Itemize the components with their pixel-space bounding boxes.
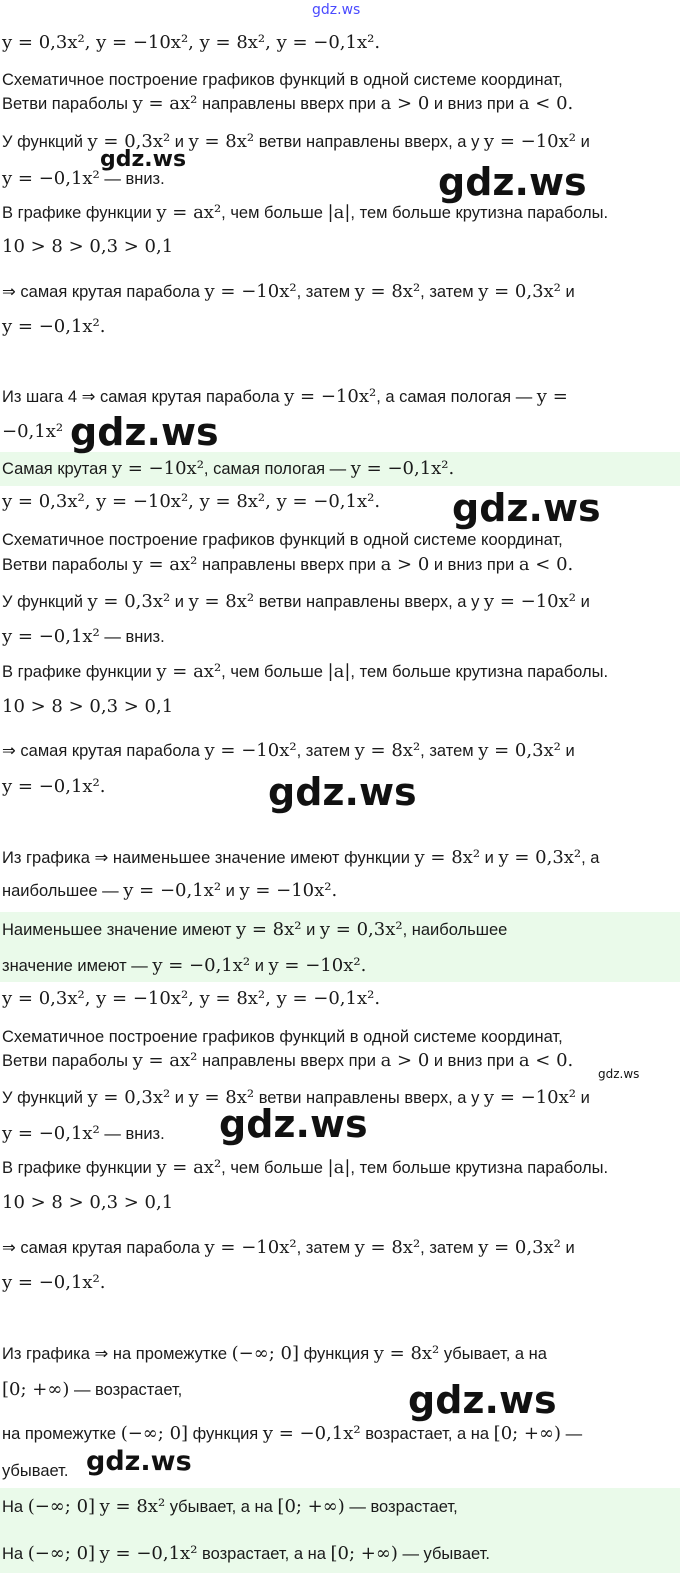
text: функция <box>303 1345 370 1363</box>
formula: y = 8x² <box>99 1496 166 1517</box>
text: — возрастает, <box>349 1498 458 1516</box>
watermark: gdz.ws <box>438 160 587 204</box>
formula: |a| <box>327 202 351 223</box>
formula: y = 8x² <box>354 1237 421 1258</box>
text: В графике функции <box>2 663 152 681</box>
text: — убывает. <box>402 1545 490 1563</box>
text: и <box>580 133 590 151</box>
watermark: gdz.ws <box>452 486 601 530</box>
text: ветви направлены вверх, а у <box>258 593 480 611</box>
formula: y = 8x² <box>188 591 255 612</box>
formula: y = −10x². <box>268 955 367 976</box>
functions-line: y = 0,3x², y = −10x², y = 8x², y = −0,1x². <box>2 491 381 512</box>
text: Самая крутая <box>2 460 108 478</box>
text: , чем больше <box>221 663 323 681</box>
functions-up-line <box>2 131 590 153</box>
text: ⇒ самая крутая парабола <box>2 742 200 760</box>
formula: y = 0,3x² <box>87 1087 171 1108</box>
text: и <box>225 882 235 900</box>
formula: y = 8x² <box>235 919 302 940</box>
steepest-line <box>2 281 575 303</box>
text: — <box>565 1425 583 1443</box>
watermark: gdz.ws <box>268 770 417 814</box>
text: , затем <box>420 1239 474 1257</box>
text: Ветви параболы <box>2 1052 128 1070</box>
text: и <box>254 957 264 975</box>
formula-line: y = −0,1x². <box>2 776 106 797</box>
formula: y = 8x² <box>188 1087 255 1108</box>
text: Ветви параболы <box>2 556 128 574</box>
formula: y = 0,3x² <box>498 847 582 868</box>
schema-line: Схематичное построение графиков функций в одной системе координат, <box>2 531 563 549</box>
watermark: gdz.ws <box>598 1067 640 1081</box>
text: и <box>174 133 185 151</box>
formula: y = −0,1x² <box>2 168 100 189</box>
functions-up-line <box>2 591 590 613</box>
text: , затем <box>296 742 351 760</box>
text: Ветви параболы <box>2 95 128 113</box>
text: , а <box>581 849 600 867</box>
formula: |a| <box>327 661 351 682</box>
formula: y = 8x² <box>354 740 421 761</box>
text: и <box>565 742 575 760</box>
monotonic-line-2 <box>2 1379 182 1401</box>
formula: y = −10x² <box>204 281 297 302</box>
formula: a < 0. <box>518 93 574 114</box>
watermark: gdz.ws <box>86 1446 192 1477</box>
formula: a > 0 <box>380 554 430 575</box>
text: и <box>174 593 185 611</box>
watermark: gdz.ws <box>70 410 219 454</box>
formula: y = 0,3x² <box>478 281 561 302</box>
formula: (−∞; 0] <box>231 1343 299 1364</box>
formula: y = ax² <box>156 202 222 223</box>
formula: y = −10x² <box>284 386 377 407</box>
formula: y = −0,1x² <box>2 626 100 647</box>
formula: a > 0 <box>380 1050 430 1071</box>
text: наибольшее — <box>2 882 119 900</box>
down-line <box>2 1123 165 1145</box>
text: В графике функции <box>2 204 152 222</box>
text: и <box>174 1089 185 1107</box>
formula: y = −0,1x². <box>350 458 455 479</box>
formula: [0; +∞) <box>277 1496 345 1517</box>
answer-1 <box>2 458 454 480</box>
text: , затем <box>296 283 351 301</box>
text: возрастает, а на <box>202 1545 326 1563</box>
formula: [0; +∞) <box>493 1423 562 1444</box>
text: , чем больше <box>221 1159 323 1177</box>
formula: y = −0,1x² <box>152 955 251 976</box>
text: Наименьшее значение имеют <box>2 921 232 939</box>
formula: y = 0,3x² <box>478 740 561 761</box>
text: , чем больше <box>221 204 323 222</box>
answer-2 <box>2 919 507 941</box>
steepness-line <box>2 202 608 224</box>
formula: y = −10x² <box>204 1237 297 1258</box>
functions-line: y = 0,3x², y = −10x², y = 8x², y = −0,1x². <box>2 988 381 1009</box>
formula: y = −0,1x² <box>2 1123 100 1144</box>
formula: y = ax² <box>156 1157 222 1178</box>
formula: (−∞; 0] <box>120 1423 189 1444</box>
text: и <box>306 921 316 939</box>
formula: |a| <box>327 1157 351 1178</box>
graph-max-line <box>2 880 337 902</box>
formula: [0; +∞) <box>2 1379 70 1400</box>
text: направлены вверх при <box>201 556 376 574</box>
down-line <box>2 626 165 648</box>
monotonic-line-3 <box>2 1423 582 1445</box>
formula: y = −10x² <box>111 458 204 479</box>
text: , тем больше крутизна параболы. <box>350 663 609 681</box>
formula: y = 8x² <box>354 281 421 302</box>
steepness-line <box>2 1157 608 1179</box>
monotonic-line-4: убывает. <box>2 1462 69 1480</box>
text: ⇒ самая крутая парабола <box>2 1239 200 1257</box>
answer-3-line2 <box>2 1543 490 1565</box>
text: , затем <box>420 742 474 760</box>
steepness-line <box>2 661 608 683</box>
text: и <box>565 1239 575 1257</box>
text: направлены вверх при <box>201 1052 376 1070</box>
text: значение имеют — <box>2 957 148 975</box>
functions-line: y = 0,3x², y = −10x², y = 8x², y = −0,1x². <box>2 32 381 53</box>
text: и <box>580 1089 590 1107</box>
text: возрастает, а на <box>365 1425 490 1443</box>
text: направлены вверх при <box>201 95 376 113</box>
text: У функций <box>2 593 83 611</box>
formula-line: −0,1x² <box>2 421 64 442</box>
text: и вниз при <box>433 1052 515 1070</box>
branches-line <box>2 93 573 115</box>
text: В графике функции <box>2 1159 152 1177</box>
text: и <box>580 593 590 611</box>
formula: y = −0,1x² <box>123 880 222 901</box>
formula: [0; +∞) <box>330 1543 398 1564</box>
formula: y = ax² <box>132 1050 198 1071</box>
text: и <box>565 283 575 301</box>
text: — вниз. <box>104 628 165 646</box>
answer-3 <box>2 1496 458 1518</box>
text: ветви направлены вверх, а у <box>258 1089 480 1107</box>
text: , самая пологая — <box>203 460 347 478</box>
graph-min-max-line <box>2 847 600 869</box>
text: Из графика ⇒ наименьшее значение имеют функции <box>2 849 410 867</box>
text: На <box>2 1545 24 1563</box>
branches-line <box>2 1050 573 1072</box>
text: , а самая пологая — <box>376 388 533 406</box>
formula-line: y = −0,1x². <box>2 1272 106 1293</box>
formula: a < 0. <box>518 1050 574 1071</box>
inequality-line: 10 > 8 > 0,3 > 0,1 <box>2 236 174 257</box>
step4-line <box>2 386 568 408</box>
formula: y = −10x² <box>483 591 576 612</box>
formula: y = 0,3x² <box>319 919 403 940</box>
text: убывает, а на <box>169 1498 273 1516</box>
formula: y = −0,1x² <box>262 1423 361 1444</box>
text: У функций <box>2 1089 83 1107</box>
watermark-top: gdz.ws <box>312 2 361 18</box>
text: На <box>2 1498 24 1516</box>
text: ⇒ самая крутая парабола <box>2 283 200 301</box>
text: и вниз при <box>433 95 515 113</box>
formula: y = ax² <box>132 93 198 114</box>
formula: y = 0,3x² <box>87 131 171 152</box>
steepest-line <box>2 740 575 762</box>
text: — вниз. <box>104 1125 165 1143</box>
text: , затем <box>296 1239 351 1257</box>
formula: y = <box>536 386 568 407</box>
formula: y = −10x² <box>204 740 297 761</box>
formula: y = 8x² <box>188 131 255 152</box>
text: — вниз. <box>104 170 165 188</box>
monotonic-line <box>2 1343 547 1365</box>
formula: a < 0. <box>518 554 574 575</box>
watermark: gdz.ws <box>219 1102 368 1146</box>
schema-line: Схематичное построение графиков функций в одной системе координат, <box>2 1028 563 1046</box>
text: убывает, а на <box>443 1345 547 1363</box>
text: и вниз при <box>433 556 515 574</box>
inequality-line: 10 > 8 > 0,3 > 0,1 <box>2 1192 174 1213</box>
text: , затем <box>420 283 474 301</box>
formula: y = ax² <box>132 554 198 575</box>
formula: y = 0,3x² <box>87 591 171 612</box>
branches-line <box>2 554 573 576</box>
text: , тем больше крутизна параболы. <box>350 204 609 222</box>
steepest-line <box>2 1237 575 1259</box>
text: — возрастает, <box>73 1381 183 1399</box>
text: Из шага 4 ⇒ самая крутая парабола <box>2 388 280 406</box>
watermark: gdz.ws <box>408 1378 557 1422</box>
inequality-line: 10 > 8 > 0,3 > 0,1 <box>2 696 174 717</box>
formula: a > 0 <box>380 93 430 114</box>
answer-2-line2 <box>2 955 366 977</box>
formula: y = −10x² <box>483 131 576 152</box>
text: У функций <box>2 133 83 151</box>
watermark: gdz.ws <box>100 147 187 172</box>
schema-line: Схематичное построение графиков функций в одной системе координат, <box>2 71 563 89</box>
text: , тем больше крутизна параболы. <box>350 1159 609 1177</box>
formula: (−∞; 0] <box>27 1496 96 1517</box>
formula: y = 0,3x² <box>478 1237 561 1258</box>
formula: y = −10x². <box>239 880 338 901</box>
text: ветви направлены вверх, а у <box>258 133 480 151</box>
formula: y = 8x² <box>414 847 481 868</box>
text: , наибольшее <box>402 921 508 939</box>
formula: (−∞; 0] <box>27 1543 96 1564</box>
text: и <box>484 849 494 867</box>
formula-line: y = −0,1x². <box>2 316 106 337</box>
text: Из графика ⇒ на промежутке <box>2 1345 228 1363</box>
text: функция <box>192 1425 259 1443</box>
formula: y = −0,1x² <box>99 1543 198 1564</box>
text: на промежутке <box>2 1425 117 1443</box>
formula: y = −10x² <box>483 1087 576 1108</box>
formula: y = ax² <box>156 661 222 682</box>
formula: y = 8x² <box>373 1343 440 1364</box>
